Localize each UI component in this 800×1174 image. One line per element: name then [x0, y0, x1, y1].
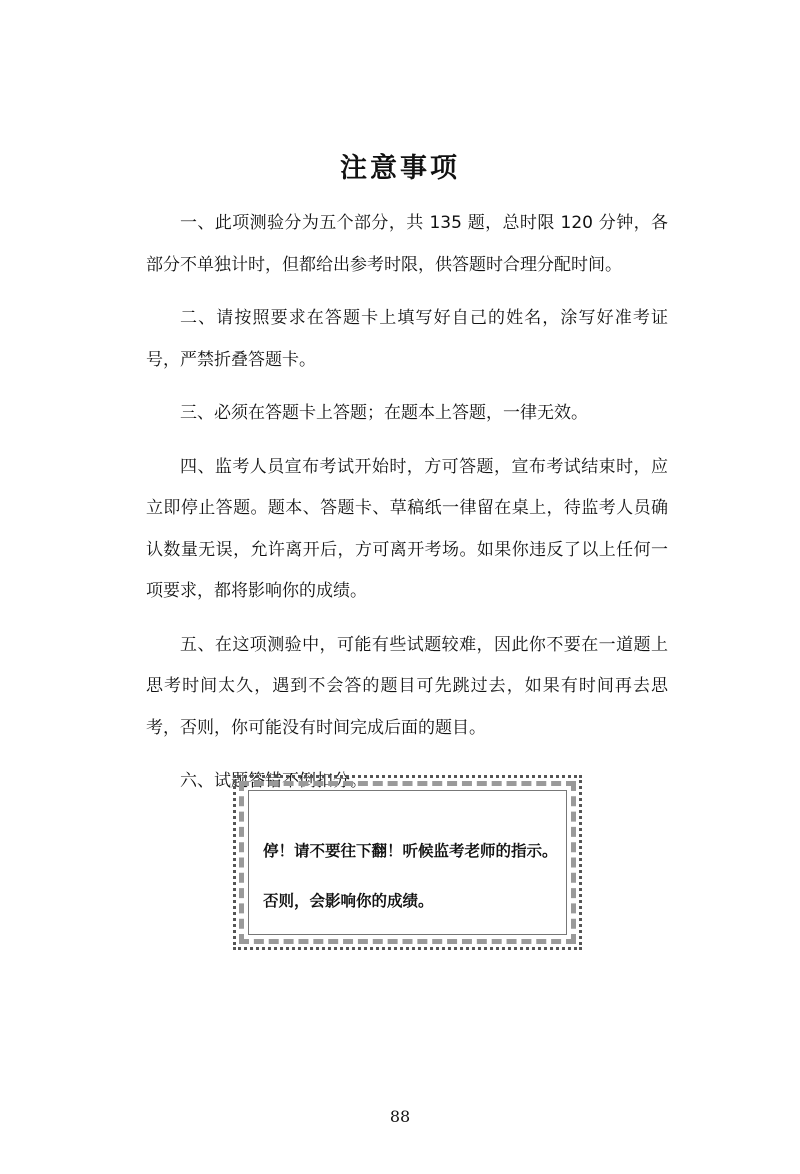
stop-notice-box — [233, 775, 582, 950]
page-number: 88 — [389, 1107, 411, 1126]
page-title: 注意事项 — [340, 153, 460, 184]
instruction-item-6: 六、试题答错不倒扣分。 — [180, 771, 367, 791]
stop-notice-line: 停！请不要往下翻！听候监考老师的指示。 — [263, 841, 558, 860]
instruction-item-4: 四、监考人员宣布考试开始时，方可答题，宣布考试结束时，应立即停止答题。题本、答题卡、草稿纸一律留在桌上，待监考人员确认数量无误，允许离开后，方可离开考场。如果你违反了以上任何一项要求，都将影响你的成绩。 — [146, 456, 668, 601]
notice-warning-line: 否则，会影响你的成绩。 — [263, 891, 434, 910]
instructions-list — [146, 203, 668, 803]
instruction-item-1: 一、此项测验分为五个部分，共 135 题，总时限 120 分钟，各部分不单独计时，但都给出参考时限，供答题时合理分配时间。 — [146, 213, 668, 275]
instruction-item-3: 三、必须在答题卡上答题；在题本上答题，一律无效。 — [180, 403, 588, 423]
instruction-item-5: 五、在这项测验中，可能有些试题较难，因此你不要在一道题上思考时间太久，遇到不会答的题目可先跳过去，如果有时间再去思考，否则，你可能没有时间完成后面的题目。 — [146, 634, 668, 738]
instruction-item-2: 二、请按照要求在答题卡上填写好自己的姓名，涂写好准考证号，严禁折叠答题卡。 — [146, 308, 668, 370]
